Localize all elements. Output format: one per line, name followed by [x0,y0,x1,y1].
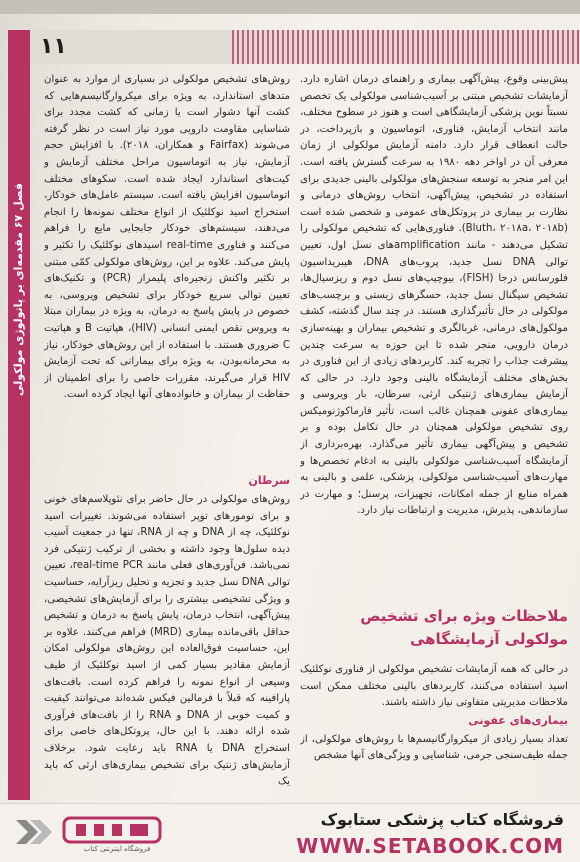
right-paragraph-after-subheading: تعداد بسیار زیادی از میکروارگانیسم‌ها با روش‌های مولکولی، از جمله طیف‌سنجی جرمی، شناسایی و ویژگی‌های آنها مشخص [300,733,568,762]
page-number: ۱۱ [40,34,67,59]
left-paragraph: روش‌های تشخیص مولکولی در بسیاری از موارد به عنوان متدهای استاندارد، به ویژه برای میکروارگانیسم‌هایی که کشت آنها دشوار است یا زمانی که کشت مجدد برای شناسایی مقاومت دارویی مورد نیاز است در نظر گرفته می‌شوند (Fairfax و همکاران، ۲۰۱۸). با افزایش حجم آزمایش، نیاز به اتوماسیون مراحل مختلف آزمایش و کیت‌های استاندارد ایجاد شده است. سکوهای مختلف اتوماسیون افزایش یافته است. سیستم عامل‌های خودکار، استخراج اسید نوکلئیک از انواع مختلف نمونه‌ها را انجام می‌دهند، سیستم‌های خودکار جابجایی مایع را فراهم می‌کنند و فناوری real-time اسیدهای نوکلئیک را تکثیر و پایش می‌کند. علاوه بر این، روش‌های مولکولی کمّی مبتنی بر تکثیر واکنش زنجیره‌ای پلیمراز (PCR) و تکنیک‌های تعیین توالی سریع خودکار برای تشخیص ویروسی، به خصوص در پایش پاسخ به درمان، به ویژه در بیماران مبتلا به ویروس نقص ایمنی انسانی (HIV)، هپاتیت B و هپاتیت C ضروری هستند. با استفاده از این روش‌های خودکار، نیاز به محرمانه‌بودن، به ویژه برای بیمارانی که تحت آزمایش HIV قرار می‌گیرند، مقررات خاصی را برای اطمینان از حفاظت از بیماران و خانواده‌های آنها ایجاد کرده است. [44,74,290,401]
right-column-continued [300,662,568,802]
section-heading: ملاحظات ویژه برای تشخیص مولکولی آزمایشگاهی [360,607,568,648]
store-name: فروشگاه کتاب پزشکی ستابوک [320,810,564,829]
subheading-infectious: بیماری‌های عفونی [468,713,568,727]
header-decoration [232,30,580,64]
left-column [44,72,290,452]
store-url-link[interactable]: WWW.SETABOOK.COM [296,834,564,858]
right-column [300,72,568,592]
left-column-continued [44,472,290,790]
left-paragraph-after-subheading: روش‌های مولکولی در حال حاضر برای نئوپلاسم‌های خونی و برای تومورهای توپر استفاده می‌شوند. تغییرات اسید نوکلئیک، چه از DNA و چه از RNA، تنها در جمعیت آسیب دیده سلول‌ها وجود داشته و بخشی از ترکیب ژنتیکی فرد نمی‌باشد. فن‌آوری‌های فعلی مانند real-time PCR، تعیین توالی DNA نسل جدید و تجزیه و تحلیل ریزآرایه، حساسیت و ویژگی تشخیصی بیشتری را برای آزمایش‌های تشخیصی، پیش‌آگهی، انتخاب درمان، پایش پاسخ به درمان و تشخیص حداقل باقی‌مانده بیماری (MRD) فراهم می‌کنند. علاوه بر این، حساسیت فوق‌العاده این روش‌های مولکولی امکان آزمایش مقادیر بسیار کمی از اسید نوکلئیک از طیف وسیعی از انواع نمونه را فراهم کرده است. بافت‌های پارافینه که قبلاً با فرمالین فیکس شده‌اند می‌توانند کیفیت و کمیت خوبی از DNA و RNA را از بافت‌های فرآوری شده ارائه دهند. با این حال، پروتکل‌های خاصی برای استخراج DNA یا RNA باید رعایت شود. برخلاف آزمایش‌های ژنتیک برای تشخیص بیماری‌های ارثی که باید یک [44,494,290,788]
right-paragraph-after-heading: در حالی که همه آزمایشات تشخیص مولکولی از فناوری نوکلئیک اسید استفاده می‌کنند، کاربردهای بالینی مختلف ممکن است ملاحظات مدیریتی متفاوتی نیاز داشته باشند. [300,664,568,709]
top-band [0,0,580,14]
chapter-title: فصل ۶۷ مقدمه‌ای بر پاتولوژی مولکولی [12,183,25,397]
logo-caption: فروشگاه اینترنتی کتاب [83,845,151,853]
right-paragraph: پیش‌بینی وقوع، پیش‌آگهی بیماری و راهنمای درمان اشاره دارد. آزمایشات تشخیص مبتنی بر آسیب‌شناسی مولکولی یک تخصص نسبتاً نوین پزشکی آزمایشگاهی است و هنوز در سطوح مختلف، مانند انتخاب آزمایش، فناوری، اتوماسیون و بازپرداخت، در حالت انعطاف قرار دارد. دامنه آزمایش مولکولی از زمان معرفی آن در اواخر دهه ۱۹۸۰ به سرعت گسترش یافته است. این امر منجر به توسعه سنجش‌های مولکولی بالینی جدیدی برای استفاده در تشخیص، پیش‌آگهی، انتخاب روش‌های درمانی و نظارت بر بیماری در پروتکل‌های عمومی و شخصی شده است (Bluth، ۲۰۱۸a، ۲۰۱۸b). فناوری‌هایی که تشخیص مولکولی را تشکیل می‌دهند - مانند amplificationهای نسل اول، تعیین توالی DNA نسل جدید، پروب‌های DNA، هیبریداسیون فلورسانس درجا (FISH)، بیوچیپ‌های نسل دوم و ریزسیال‌ها، تشخیص سیگنال نسل جدید، حسگرهای زیستی و برچسب‌های مولکولی در حال تأثیرگذاری هستند. در چند سال گذشته، کشف مولکول‌های درمانی، غربالگری و تشخیص بیماران و بهینه‌سازی درمان دارویی، منجر شده تا این حوزه به سرعت چندین پیشرفت جذاب را تجربه کند. کاربردهای زیادی از این فناوری در بخش‌های مختلف آزمایشگاه بالینی وجود دارد. در حالی که آزمایش بیماری‌های ژنتیکی ارثی، سرطان، بار ویروسی و بیماری‌های عفونی همچنان غالب است، تأثیر فارماکوژنومیکس روی تشخیص مولکولی همچنان در حال تکامل بوده و بر تشخیص و پیش‌آگهی بیماری تأثیر می‌گذارد. بهره‌برداری از آزمایشگاه آسیب‌شناسی مولکولی بالینی به ادغام تخصص‌ها و مهارت‌های آسیب‌شناسی مولکولی، پزشکی، علمی و بالینی به همراه منابع از جمله امکانات، تجهیزات، پرسنل؛ و مهارت در سازماندهی، پذیرش، مدیریت و ارتباطات نیاز دارد. [300,74,568,517]
subheading-cancer: سرطان [248,474,290,487]
